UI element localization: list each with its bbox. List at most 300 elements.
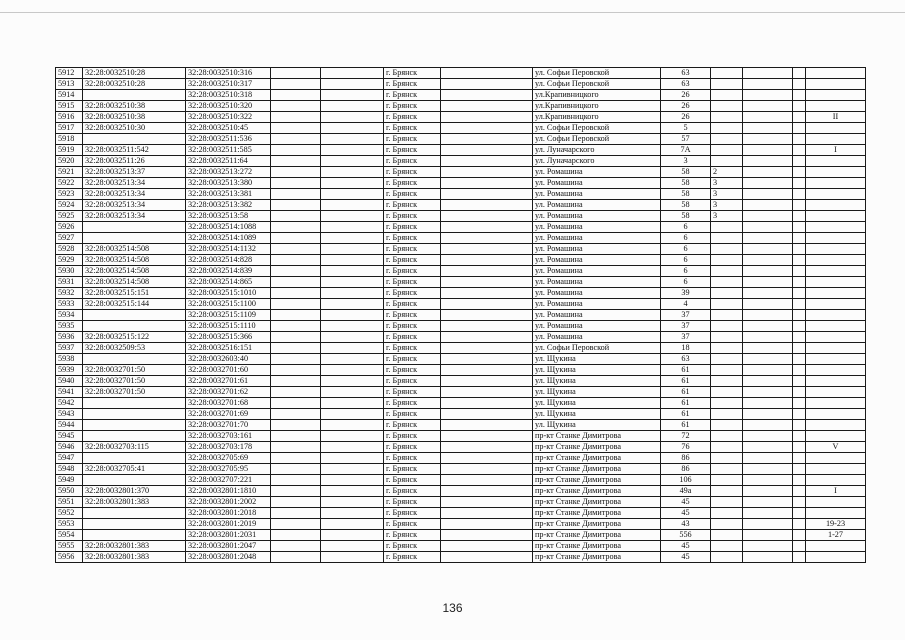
empty-cell — [793, 310, 806, 321]
house-number-cell: 45 — [661, 508, 711, 519]
empty-cell — [271, 475, 321, 486]
row-number-cell: 5952 — [56, 508, 83, 519]
table-row — [56, 541, 866, 552]
empty-cell — [793, 244, 806, 255]
street-cell: ул. Ромашина — [533, 244, 661, 255]
object-cadastral-number-cell: 32:28:0032515:1100 — [186, 299, 271, 310]
street-cell: пр-кт Станке Димитрова — [533, 530, 661, 541]
empty-cell — [793, 332, 806, 343]
empty-cell — [743, 134, 793, 145]
object-cadastral-number-cell: 32:28:0032511:585 — [186, 145, 271, 156]
empty-cell — [441, 420, 533, 431]
city-cell: г. Брянск — [384, 387, 441, 398]
street-cell: ул. Щукина — [533, 376, 661, 387]
empty-cell — [441, 178, 533, 189]
building-number-cell — [711, 409, 743, 420]
house-number-cell: 3 — [661, 156, 711, 167]
empty-cell — [321, 101, 384, 112]
row-number-cell: 5926 — [56, 222, 83, 233]
building-number-cell — [711, 453, 743, 464]
empty-cell — [743, 266, 793, 277]
city-cell: г. Брянск — [384, 332, 441, 343]
empty-cell — [441, 431, 533, 442]
empty-cell — [271, 486, 321, 497]
building-number-cell — [711, 101, 743, 112]
premises-number-cell — [806, 464, 866, 475]
building-number-cell — [711, 442, 743, 453]
empty-cell — [743, 156, 793, 167]
row-number-cell: 5948 — [56, 464, 83, 475]
street-cell: ул. Щукина — [533, 409, 661, 420]
empty-cell — [743, 519, 793, 530]
house-number-cell: 61 — [661, 365, 711, 376]
parcel-cadastral-number-cell: 32:28:0032801:383 — [83, 497, 186, 508]
premises-number-cell — [806, 387, 866, 398]
object-cadastral-number-cell: 32:28:0032701:62 — [186, 387, 271, 398]
object-cadastral-number-cell: 32:28:0032603:40 — [186, 354, 271, 365]
house-number-cell: 57 — [661, 134, 711, 145]
object-cadastral-number-cell: 32:28:0032514:828 — [186, 255, 271, 266]
empty-cell — [793, 541, 806, 552]
empty-cell — [743, 464, 793, 475]
building-number-cell — [711, 343, 743, 354]
parcel-cadastral-number-cell: 32:28:0032515:122 — [83, 332, 186, 343]
street-cell: ул. Ромашина — [533, 222, 661, 233]
parcel-cadastral-number-cell: 32:28:0032510:30 — [83, 123, 186, 134]
table-row — [56, 343, 866, 354]
empty-cell — [793, 453, 806, 464]
row-number-cell: 5956 — [56, 552, 83, 563]
object-cadastral-number-cell: 32:28:0032515:1109 — [186, 310, 271, 321]
empty-cell — [321, 519, 384, 530]
empty-cell — [793, 365, 806, 376]
empty-cell — [441, 442, 533, 453]
empty-cell — [321, 497, 384, 508]
building-number-cell — [711, 497, 743, 508]
house-number-cell: 45 — [661, 552, 711, 563]
table-row — [56, 277, 866, 288]
empty-cell — [743, 343, 793, 354]
object-cadastral-number-cell: 32:28:0032513:380 — [186, 178, 271, 189]
house-number-cell: 26 — [661, 101, 711, 112]
premises-number-cell — [806, 299, 866, 310]
empty-cell — [321, 255, 384, 266]
premises-number-cell — [806, 266, 866, 277]
row-number-cell: 5927 — [56, 233, 83, 244]
empty-cell — [441, 167, 533, 178]
row-number-cell: 5921 — [56, 167, 83, 178]
empty-cell — [793, 90, 806, 101]
empty-cell — [441, 123, 533, 134]
building-number-cell — [711, 68, 743, 79]
table-row — [56, 112, 866, 123]
parcel-cadastral-number-cell: 32:28:0032701:50 — [83, 387, 186, 398]
building-number-cell — [711, 398, 743, 409]
empty-cell — [743, 222, 793, 233]
premises-number-cell — [806, 508, 866, 519]
empty-cell — [321, 310, 384, 321]
empty-cell — [743, 442, 793, 453]
empty-cell — [793, 299, 806, 310]
empty-cell — [441, 90, 533, 101]
object-cadastral-number-cell: 32:28:0032510:320 — [186, 101, 271, 112]
building-number-cell — [711, 475, 743, 486]
empty-cell — [793, 288, 806, 299]
parcel-cadastral-number-cell — [83, 475, 186, 486]
empty-cell — [793, 530, 806, 541]
premises-number-cell — [806, 365, 866, 376]
empty-cell — [271, 541, 321, 552]
empty-cell — [271, 112, 321, 123]
parcel-cadastral-number-cell — [83, 134, 186, 145]
object-cadastral-number-cell: 32:28:0032514:1088 — [186, 222, 271, 233]
house-number-cell: 6 — [661, 233, 711, 244]
property-registry-table — [55, 67, 866, 563]
empty-cell — [321, 365, 384, 376]
building-number-cell — [711, 420, 743, 431]
object-cadastral-number-cell: 32:28:0032701:70 — [186, 420, 271, 431]
empty-cell — [321, 464, 384, 475]
row-number-cell: 5934 — [56, 310, 83, 321]
empty-cell — [743, 332, 793, 343]
building-number-cell — [711, 134, 743, 145]
object-cadastral-number-cell: 32:28:0032515:366 — [186, 332, 271, 343]
city-cell: г. Брянск — [384, 123, 441, 134]
empty-cell — [441, 200, 533, 211]
parcel-cadastral-number-cell: 32:28:0032513:34 — [83, 178, 186, 189]
street-cell: пр-кт Станке Димитрова — [533, 453, 661, 464]
empty-cell — [441, 134, 533, 145]
empty-cell — [321, 420, 384, 431]
empty-cell — [271, 90, 321, 101]
object-cadastral-number-cell: 32:28:0032515:1110 — [186, 321, 271, 332]
parcel-cadastral-number-cell: 32:28:0032510:38 — [83, 101, 186, 112]
city-cell: г. Брянск — [384, 310, 441, 321]
empty-cell — [441, 409, 533, 420]
house-number-cell: 63 — [661, 354, 711, 365]
empty-cell — [271, 277, 321, 288]
empty-cell — [793, 475, 806, 486]
table-row — [56, 409, 866, 420]
parcel-cadastral-number-cell: 32:28:0032514:508 — [83, 266, 186, 277]
city-cell: г. Брянск — [384, 376, 441, 387]
empty-cell — [743, 68, 793, 79]
empty-cell — [271, 123, 321, 134]
object-cadastral-number-cell: 32:28:0032701:61 — [186, 376, 271, 387]
building-number-cell — [711, 222, 743, 233]
empty-cell — [793, 156, 806, 167]
city-cell: г. Брянск — [384, 134, 441, 145]
premises-number-cell — [806, 332, 866, 343]
street-cell: ул. Ромашина — [533, 233, 661, 244]
street-cell: ул.Крапивницкого — [533, 101, 661, 112]
house-number-cell: 45 — [661, 541, 711, 552]
empty-cell — [441, 233, 533, 244]
building-number-cell — [711, 464, 743, 475]
empty-cell — [321, 332, 384, 343]
empty-cell — [793, 442, 806, 453]
empty-cell — [743, 123, 793, 134]
premises-number-cell — [806, 541, 866, 552]
empty-cell — [441, 68, 533, 79]
object-cadastral-number-cell: 32:28:0032510:322 — [186, 112, 271, 123]
empty-cell — [793, 343, 806, 354]
object-cadastral-number-cell: 32:28:0032514:1089 — [186, 233, 271, 244]
table-row — [56, 222, 866, 233]
parcel-cadastral-number-cell: 32:28:0032701:50 — [83, 365, 186, 376]
object-cadastral-number-cell: 32:28:0032510:316 — [186, 68, 271, 79]
house-number-cell: 37 — [661, 321, 711, 332]
city-cell: г. Брянск — [384, 244, 441, 255]
empty-cell — [793, 376, 806, 387]
premises-number-cell — [806, 354, 866, 365]
empty-cell — [743, 90, 793, 101]
table-row — [56, 123, 866, 134]
empty-cell — [441, 332, 533, 343]
table-row — [56, 288, 866, 299]
parcel-cadastral-number-cell: 32:28:0032513:37 — [83, 167, 186, 178]
empty-cell — [441, 497, 533, 508]
empty-cell — [321, 409, 384, 420]
table-row — [56, 530, 866, 541]
parcel-cadastral-number-cell — [83, 354, 186, 365]
empty-cell — [321, 508, 384, 519]
parcel-cadastral-number-cell: 32:28:0032510:28 — [83, 68, 186, 79]
empty-cell — [441, 299, 533, 310]
empty-cell — [321, 299, 384, 310]
premises-number-cell: 19-23 — [806, 519, 866, 530]
city-cell: г. Брянск — [384, 255, 441, 266]
table-row — [56, 453, 866, 464]
empty-cell — [321, 453, 384, 464]
object-cadastral-number-cell: 32:28:0032510:317 — [186, 79, 271, 90]
street-cell: пр-кт Станке Димитрова — [533, 497, 661, 508]
street-cell: ул. Ромашина — [533, 299, 661, 310]
house-number-cell: 45 — [661, 497, 711, 508]
building-number-cell — [711, 90, 743, 101]
empty-cell — [271, 266, 321, 277]
empty-cell — [743, 178, 793, 189]
building-number-cell: 3 — [711, 200, 743, 211]
table-row — [56, 79, 866, 90]
empty-cell — [793, 464, 806, 475]
empty-cell — [321, 541, 384, 552]
parcel-cadastral-number-cell — [83, 90, 186, 101]
empty-cell — [441, 464, 533, 475]
house-number-cell: 49а — [661, 486, 711, 497]
empty-cell — [441, 530, 533, 541]
parcel-cadastral-number-cell: 32:28:0032511:26 — [83, 156, 186, 167]
empty-cell — [793, 123, 806, 134]
object-cadastral-number-cell: 32:28:0032511:64 — [186, 156, 271, 167]
empty-cell — [321, 233, 384, 244]
premises-number-cell — [806, 222, 866, 233]
empty-cell — [321, 475, 384, 486]
table-row — [56, 365, 866, 376]
empty-cell — [321, 431, 384, 442]
parcel-cadastral-number-cell — [83, 530, 186, 541]
empty-cell — [743, 508, 793, 519]
empty-cell — [441, 244, 533, 255]
empty-cell — [271, 244, 321, 255]
parcel-cadastral-number-cell — [83, 310, 186, 321]
empty-cell — [271, 409, 321, 420]
street-cell: пр-кт Станке Димитрова — [533, 541, 661, 552]
object-cadastral-number-cell: 32:28:0032513:272 — [186, 167, 271, 178]
empty-cell — [793, 519, 806, 530]
city-cell: г. Брянск — [384, 145, 441, 156]
house-number-cell: 58 — [661, 178, 711, 189]
table-row — [56, 255, 866, 266]
row-number-cell: 5946 — [56, 442, 83, 453]
empty-cell — [743, 288, 793, 299]
empty-cell — [321, 442, 384, 453]
object-cadastral-number-cell: 32:28:0032801:2018 — [186, 508, 271, 519]
house-number-cell: 61 — [661, 398, 711, 409]
empty-cell — [321, 178, 384, 189]
parcel-cadastral-number-cell — [83, 222, 186, 233]
premises-number-cell — [806, 497, 866, 508]
empty-cell — [743, 409, 793, 420]
row-number-cell: 5937 — [56, 343, 83, 354]
street-cell: пр-кт Станке Димитрова — [533, 442, 661, 453]
empty-cell — [743, 167, 793, 178]
empty-cell — [271, 211, 321, 222]
city-cell: г. Брянск — [384, 222, 441, 233]
street-cell: пр-кт Станке Димитрова — [533, 431, 661, 442]
house-number-cell: 63 — [661, 68, 711, 79]
empty-cell — [271, 343, 321, 354]
empty-cell — [793, 145, 806, 156]
empty-cell — [793, 222, 806, 233]
street-cell: ул. Щукина — [533, 420, 661, 431]
table-row — [56, 167, 866, 178]
premises-number-cell — [806, 134, 866, 145]
row-number-cell: 5917 — [56, 123, 83, 134]
building-number-cell — [711, 376, 743, 387]
city-cell: г. Брянск — [384, 486, 441, 497]
empty-cell — [743, 376, 793, 387]
building-number-cell — [711, 321, 743, 332]
table-row — [56, 475, 866, 486]
empty-cell — [743, 255, 793, 266]
street-cell: пр-кт Станке Димитрова — [533, 475, 661, 486]
house-number-cell: 58 — [661, 211, 711, 222]
building-number-cell — [711, 552, 743, 563]
premises-number-cell — [806, 398, 866, 409]
street-cell: ул. Софьи Перовской — [533, 68, 661, 79]
empty-cell — [743, 497, 793, 508]
table-row — [56, 519, 866, 530]
object-cadastral-number-cell: 32:28:0032703:161 — [186, 431, 271, 442]
house-number-cell: 556 — [661, 530, 711, 541]
table-row — [56, 486, 866, 497]
table-row — [56, 552, 866, 563]
row-number-cell: 5923 — [56, 189, 83, 200]
house-number-cell: 26 — [661, 112, 711, 123]
city-cell: г. Брянск — [384, 530, 441, 541]
empty-cell — [271, 200, 321, 211]
table-row — [56, 145, 866, 156]
premises-number-cell: I — [806, 486, 866, 497]
empty-cell — [271, 398, 321, 409]
building-number-cell — [711, 332, 743, 343]
parcel-cadastral-number-cell — [83, 409, 186, 420]
empty-cell — [743, 101, 793, 112]
city-cell: г. Брянск — [384, 475, 441, 486]
city-cell: г. Брянск — [384, 398, 441, 409]
row-number-cell: 5925 — [56, 211, 83, 222]
building-number-cell — [711, 277, 743, 288]
empty-cell — [743, 211, 793, 222]
parcel-cadastral-number-cell: 32:28:0032703:115 — [83, 442, 186, 453]
house-number-cell: 37 — [661, 310, 711, 321]
city-cell: г. Брянск — [384, 167, 441, 178]
city-cell: г. Брянск — [384, 442, 441, 453]
street-cell: ул.Крапивницкого — [533, 112, 661, 123]
empty-cell — [321, 244, 384, 255]
object-cadastral-number-cell: 32:28:0032513:58 — [186, 211, 271, 222]
table-row — [56, 431, 866, 442]
table-row — [56, 101, 866, 112]
parcel-cadastral-number-cell — [83, 233, 186, 244]
building-number-cell — [711, 233, 743, 244]
object-cadastral-number-cell: 32:28:0032701:69 — [186, 409, 271, 420]
street-cell: ул. Ромашина — [533, 167, 661, 178]
parcel-cadastral-number-cell: 32:28:0032513:34 — [83, 189, 186, 200]
empty-cell — [441, 79, 533, 90]
street-cell: ул. Ромашина — [533, 211, 661, 222]
premises-number-cell: 1-27 — [806, 530, 866, 541]
empty-cell — [793, 409, 806, 420]
registry-table-body — [56, 68, 866, 563]
empty-cell — [441, 508, 533, 519]
house-number-cell: 63 — [661, 79, 711, 90]
premises-number-cell — [806, 310, 866, 321]
object-cadastral-number-cell: 32:28:0032705:69 — [186, 453, 271, 464]
object-cadastral-number-cell: 32:28:0032801:2031 — [186, 530, 271, 541]
row-number-cell: 5940 — [56, 376, 83, 387]
city-cell: г. Брянск — [384, 365, 441, 376]
empty-cell — [793, 79, 806, 90]
empty-cell — [271, 332, 321, 343]
row-number-cell: 5912 — [56, 68, 83, 79]
parcel-cadastral-number-cell: 32:28:0032513:34 — [83, 211, 186, 222]
row-number-cell: 5943 — [56, 409, 83, 420]
empty-cell — [743, 541, 793, 552]
parcel-cadastral-number-cell — [83, 453, 186, 464]
building-number-cell — [711, 145, 743, 156]
city-cell: г. Брянск — [384, 112, 441, 123]
row-number-cell: 5930 — [56, 266, 83, 277]
empty-cell — [793, 486, 806, 497]
object-cadastral-number-cell: 32:28:0032510:45 — [186, 123, 271, 134]
empty-cell — [743, 277, 793, 288]
row-number-cell: 5924 — [56, 200, 83, 211]
empty-cell — [743, 420, 793, 431]
building-number-cell — [711, 156, 743, 167]
city-cell: г. Брянск — [384, 79, 441, 90]
building-number-cell — [711, 486, 743, 497]
table-row — [56, 134, 866, 145]
premises-number-cell — [806, 211, 866, 222]
empty-cell — [441, 189, 533, 200]
premises-number-cell — [806, 288, 866, 299]
house-number-cell: 26 — [661, 90, 711, 101]
street-cell: ул. Луначарского — [533, 145, 661, 156]
street-cell: пр-кт Станке Димитрова — [533, 552, 661, 563]
table-row — [56, 211, 866, 222]
